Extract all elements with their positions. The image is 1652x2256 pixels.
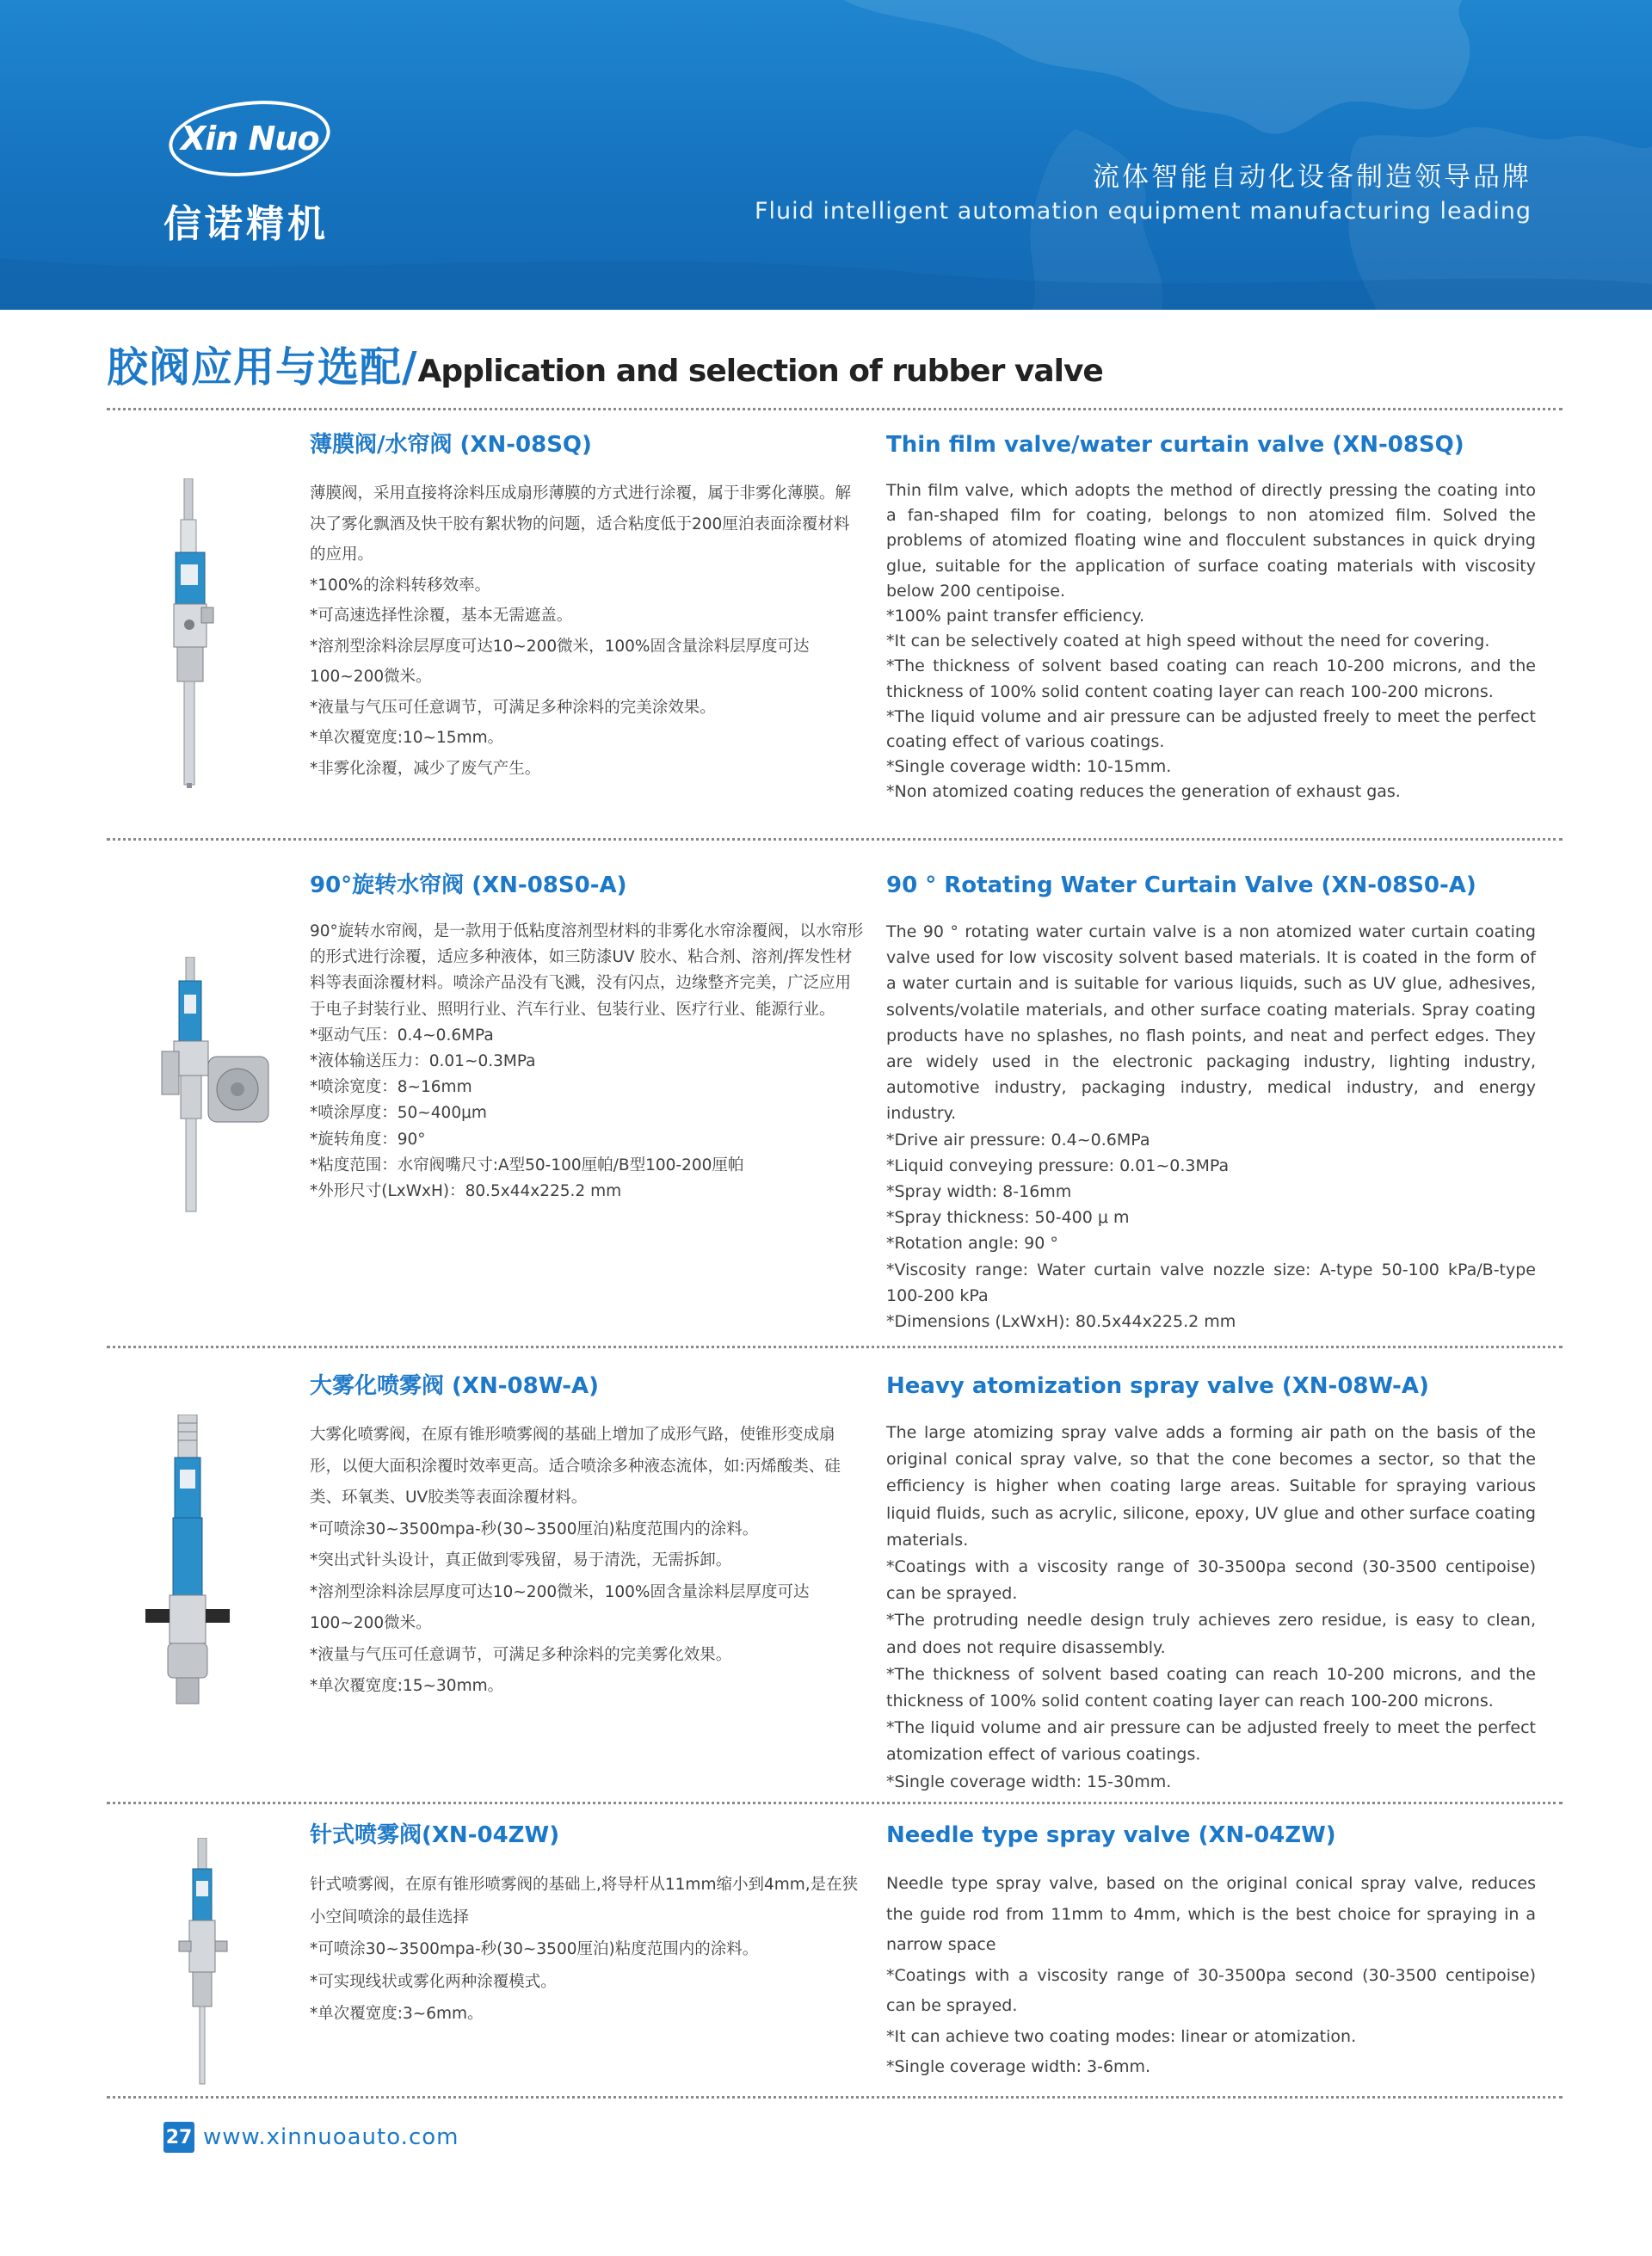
paragraph: Thin film valve, which adopts the method of directly pressing the coating into a fan-shaped film for coating, belongs to non atomized film. Solved the problems of atomized floating wine and flocculent substances in quick drying glue, suitable for the application of surface coating materials with viscosity below 200 centipoise. [886, 481, 1536, 601]
bullet-item: *可高速选择性涂覆，基本无需遮盖。 [310, 607, 573, 625]
bullet-item: *It can be selectively coated at high speed without the need for covering. [886, 632, 1490, 651]
bullet-item: *Dimensions (LxWxH): 80.5x44x225.2 mm [886, 1312, 1236, 1332]
bullet-item: *Spray thickness: 50-400 μ m [886, 1208, 1130, 1228]
section-heading-en: Thin film valve/water curtain valve (XN-08SQ) [886, 432, 1464, 458]
bullet-item: *单次覆宽度:10~15mm。 [310, 729, 504, 747]
paragraph: The large atomizing spray valve adds a forming air path on the basis of the original conical spray valve, so that the cone becomes a sector, so that the efficiency is higher when coating large areas. Suitable for spraying various liquid fluids, such as acrylic, silicone, epoxy, UV glue and other surface coating materials. [886, 1423, 1536, 1550]
bullet-item: *可喷涂30~3500mpa-秒(30~3500厘泊)粘度范围内的涂料。 [310, 1519, 759, 1538]
bullet-item: *粘度范围：水帘阀嘴尺寸:A型50-100厘帕/B型100-200厘帕 [310, 1156, 744, 1174]
bullet-item: *喷涂厚度：50~400μm [310, 1104, 487, 1123]
brand-name-cn: 信诺精机 [163, 202, 329, 246]
bullet-item: *The liquid volume and air pressure can be adjusted freely to meet the perfect atomization effect of various coatings. [886, 1718, 1536, 1765]
bullet-item: *Coatings with a viscosity range of 30-3500pa second (30-3500 centipoise) can be sprayed. [886, 1557, 1536, 1604]
thin-film-valve-en [886, 430, 1536, 805]
thin-film-valve-image [162, 478, 217, 788]
section-body-cn [310, 478, 865, 784]
bullet-item: *Liquid conveying pressure: 0.01~0.3MPa [886, 1156, 1230, 1175]
page-title [107, 334, 1103, 391]
paragraph: Needle type spray valve, based on the original conical spray valve, reduces the guide rod from 11mm to 4mm, which is the best choice for spraying in a narrow space [886, 1874, 1536, 1954]
logo-text: Xin Nuo [180, 120, 319, 158]
bullet-item: *可喷涂30~3500mpa-秒(30~3500厘泊)粘度范围内的涂料。 [310, 1940, 759, 1958]
bullet-item: *Spray width: 8-16mm [886, 1182, 1072, 1202]
bullet-item: *可实现线状或雾化两种涂覆模式。 [310, 1972, 557, 1991]
needle-spray-valve-cn [310, 1821, 865, 2031]
bullet-item: *驱动气压：0.4~0.6MPa [310, 1026, 494, 1045]
page-title-en: Application and selection of rubber valve [417, 354, 1103, 389]
paragraph: 大雾化喷雾阀，在原有锥形喷雾阀的基础上增加了成形气路，使锥形变成扇形，以便大面积涂覆时效率更高。适合喷涂多种液态流体，如:丙烯酸类、硅类、环氧类、UV胶类等表面涂覆材料。 [310, 1426, 841, 1507]
bullet-item: *The thickness of solvent based coating can reach 10-200 microns, and the thickness of 100% solid content coating layer can reach 100-200 microns. [886, 656, 1536, 701]
needle-spray-valve-image [172, 1838, 234, 2087]
section-divider [107, 1346, 1563, 1348]
section-divider [107, 408, 1563, 410]
bullet-item: *液量与气压可任意调节，可满足多种涂料的完美雾化效果。 [310, 1645, 732, 1664]
section-heading-cn: 薄膜阀/水帘阀 (XN-08SQ) [310, 432, 592, 458]
bullet-item: *Drive air pressure: 0.4~0.6MPa [886, 1130, 1150, 1150]
bullet-item: *Single coverage width: 3-6mm. [886, 2057, 1151, 2076]
bullet-item: *100%的涂料转移效率。 [310, 576, 491, 595]
section-body-en [886, 919, 1536, 1334]
footer [163, 2122, 459, 2153]
heavy-atomization-valve-cn [310, 1371, 865, 1703]
bullet-item: *Single coverage width: 15-30mm. [886, 1772, 1172, 1791]
bullet-item: *单次覆宽度:3~6mm。 [310, 2005, 484, 2023]
thin-film-valve-cn [310, 430, 865, 784]
section-divider [107, 2096, 1563, 2099]
section-body-en [886, 478, 1536, 805]
section-heading-cn: 90°旋转水帘阀 (XN-08S0-A) [310, 872, 627, 898]
website-link[interactable]: www.xinnuoauto.com [203, 2124, 459, 2150]
bullet-item: *液体输送压力：0.01~0.3MPa [310, 1052, 536, 1071]
bullet-item: *单次覆宽度:15~30mm。 [310, 1677, 504, 1695]
bullet-item: *Viscosity range: Water curtain valve nozzle size: A-type 50-100 kPa/B-type 100-200 kPa [886, 1260, 1536, 1305]
slogan-en: Fluid intelligent automation equipment manufacturing leading [755, 198, 1532, 225]
page-number: 27 [163, 2122, 194, 2153]
heavy-atomization-valve-image [142, 1415, 237, 1707]
bullet-item: *The liquid volume and air pressure can be adjusted freely to meet the perfect coating effect of various coatings. [886, 706, 1536, 752]
paragraph: 薄膜阀，采用直接将涂料压成扇形薄膜的方式进行涂覆，属于非雾化薄膜。解决了雾化飘酒及快干胶有絮状物的问题，适合粘度低于200厘泊表面涂覆材料的应用。 [310, 484, 852, 564]
rotating-curtain-valve-image [136, 957, 274, 1215]
heavy-atomization-valve-en [886, 1371, 1536, 1796]
bullet-item: *Coatings with a viscosity range of 30-3500pa second (30-3500 centipoise) can be sprayed. [886, 1965, 1536, 2015]
bullet-item: *溶剂型涂料涂层厚度可达10~200微米，100%固含量涂料层厚度可达100~200微米。 [310, 1582, 810, 1632]
page-title-cn: 胶阀应用与选配/ [107, 343, 418, 391]
bullet-item: *The thickness of solvent based coating can reach 10-200 microns, and the thickness of 100% solid content coating layer can reach 100-200 microns. [886, 1664, 1536, 1711]
paragraph: The 90 ° rotating water curtain valve is a non atomized water curtain coating valve used for low viscosity solvent based materials. It is coated in the form of a water curtain and is suitable for various liquids, such as UV glue, adhesives, solvents/volatile materials, and other surface coating materials. Spray coating products have no splashes, no flash points, and neat and perfect edges. They are widely used in the electronic packaging industry, lighting industry, automotive industry, packaging industry, medical industry, and energy industry. [886, 922, 1536, 1124]
bullet-item: *突出式针头设计，真正做到零残留，易于清洗，无需拆卸。 [310, 1551, 732, 1569]
bullet-item: *液量与气压可任意调节，可满足多种涂料的完美涂效果。 [310, 698, 716, 717]
section-body-cn [310, 919, 865, 1205]
bullet-item: *溶剂型涂料涂层厚度可达10~200微米，100%固含量涂料层厚度可达100~200微米。 [310, 637, 810, 686]
section-heading-en: Needle type spray valve (XN-04ZW) [886, 1822, 1336, 1848]
section-divider [107, 838, 1563, 841]
paragraph: 90°旋转水帘阀，是一款用于低粘度溶剂型材料的非雾化水帘涂覆阀，以水帘形的形式进行涂覆，适应多种液体，如三防漆UV 胶水、粘合剂、溶剂/挥发性材料等表面涂覆材料。喷涂产品没有飞溅，没有闪点，边缘整齐完美，广泛应用于电子封装行业、照明行业、汽车行业、包装行业、医疗行业、能源行业。 [310, 922, 864, 1019]
slogan-cn: 流体智能自动化设备制造领导品牌 [1093, 162, 1532, 193]
rotating-curtain-valve-cn [310, 871, 865, 1205]
section-body-en [886, 1869, 1536, 2083]
section-heading-cn: 针式喷雾阀(XN-04ZW) [310, 1822, 560, 1848]
paragraph: 针式喷雾阀，在原有锥形喷雾阀的基础上,将导杆从11mm缩小到4mm,是在狭小空间喷涂的最佳选择 [310, 1876, 859, 1926]
section-body-cn [310, 1869, 865, 2031]
section-heading-en: Heavy atomization spray valve (XN-08W-A) [886, 1373, 1429, 1399]
bullet-item: *旋转角度：90° [310, 1130, 426, 1149]
bullet-item: *It can achieve two coating modes: linear or atomization. [886, 2026, 1357, 2046]
section-body-en [886, 1420, 1536, 1796]
bullet-item: *100% paint transfer efficiency. [886, 607, 1144, 626]
bullet-item: *Non atomized coating reduces the generation of exhaust gas. [886, 782, 1401, 802]
bullet-item: *外形尺寸(LxWxH)：80.5x44x225.2 mm [310, 1182, 622, 1201]
bullet-item: *喷涂宽度：8~16mm [310, 1078, 472, 1097]
section-heading-en: 90 ° Rotating Water Curtain Valve (XN-08S0-A) [886, 872, 1476, 898]
needle-spray-valve-en [886, 1821, 1536, 2083]
header-banner [0, 0, 1652, 310]
bullet-item: *Rotation angle: 90 ° [886, 1234, 1058, 1254]
bullet-item: *非雾化涂覆，减少了废气产生。 [310, 759, 541, 778]
section-divider [107, 1802, 1563, 1804]
bullet-item: *The protruding needle design truly achieves zero residue, is easy to clean, and does not require disassembly. [886, 1611, 1536, 1657]
section-body-cn [310, 1420, 865, 1703]
section-heading-cn: 大雾化喷雾阀 (XN-08W-A) [310, 1373, 600, 1399]
rotating-curtain-valve-en [886, 871, 1536, 1334]
bullet-item: *Single coverage width: 10-15mm. [886, 757, 1172, 777]
